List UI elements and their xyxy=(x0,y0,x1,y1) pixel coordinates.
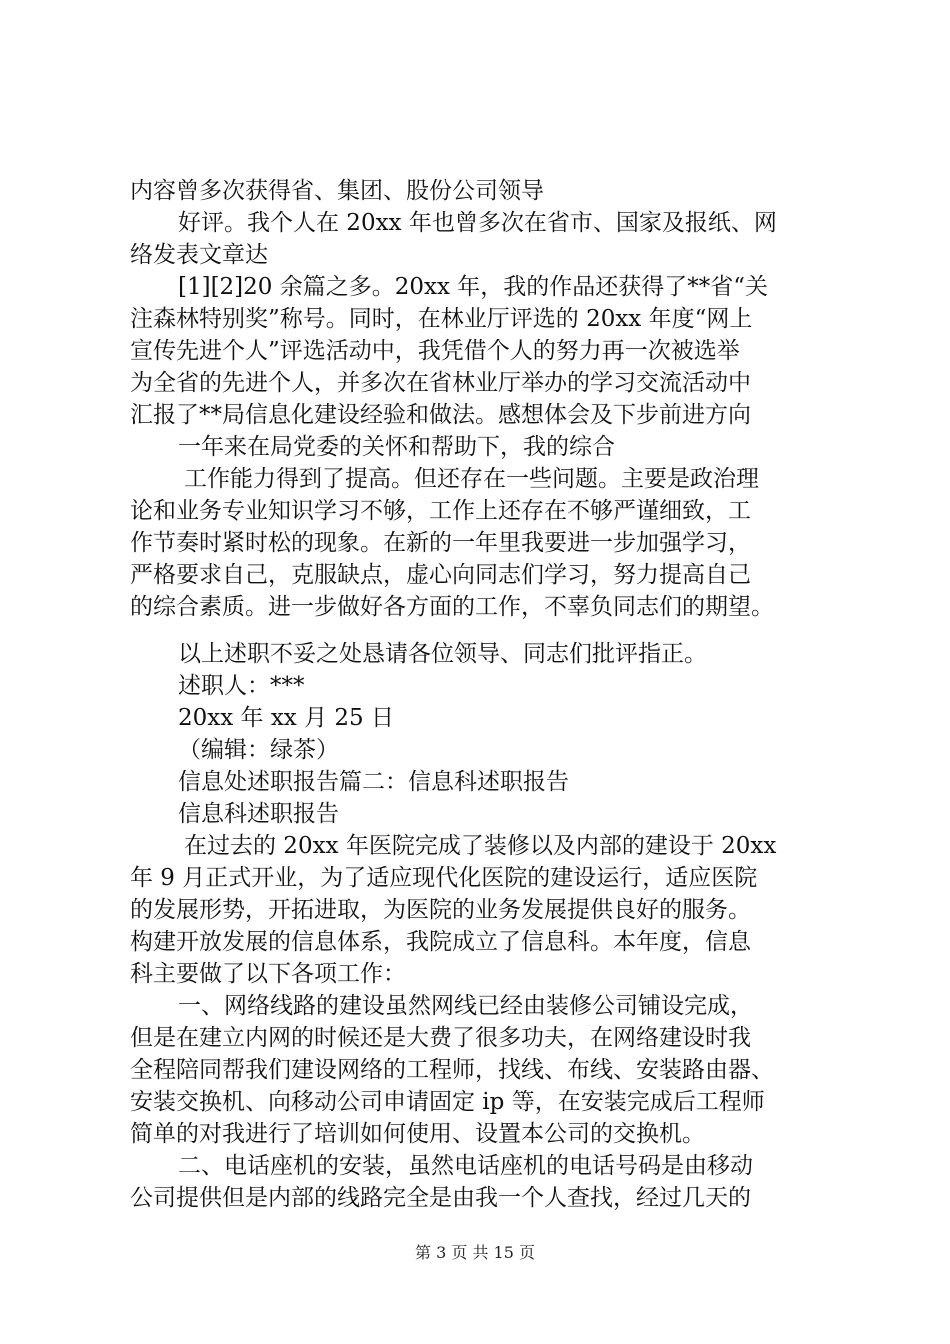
text-line: 严格要求自己，克服缺点，虚心向同志们学习，努力提高自己 xyxy=(130,562,751,588)
text-line: 络发表文章达 xyxy=(130,242,268,268)
text-line: 的发展形势，开拓进取，为医院的业务发展提供良好的服务。 xyxy=(130,897,751,923)
text-line: 信息科述职报告 xyxy=(178,801,339,827)
text-line: 以上述职不妥之处恳请各位领导、同志们批评指正。 xyxy=(178,641,707,667)
text-line: 的综合素质。进一步做好各方面的工作，不辜负同志们的期望。 xyxy=(130,594,774,620)
text-line: 汇报了**局信息化建设经验和做法。感想体会及下步前进方向 xyxy=(130,402,751,428)
text-line: 在过去的 20xx 年医院完成了装修以及内部的建设于 20xx xyxy=(184,833,777,859)
text-line: 述职人：*** xyxy=(178,673,305,699)
text-line: 简单的对我进行了培训如何使用、设置本公司的交换机。 xyxy=(130,1121,705,1147)
text-line: 公司提供但是内部的线路完全是由我一个人查找，经过几天的 xyxy=(130,1185,751,1211)
text-line: 好评。我个人在 20xx 年也曾多次在省市、国家及报纸、网 xyxy=(178,210,777,236)
page-number: 第 3 页 共 15 页 xyxy=(415,1243,535,1262)
text-line: 为全省的先进个人，并多次在省林业厅举办的学习交流活动中 xyxy=(130,370,751,396)
text-line: 内容曾多次获得省、集团、股份公司领导 xyxy=(130,178,544,204)
text-line: 年 9 月正式开业，为了适应现代化医院的建设运行，适应医院 xyxy=(130,865,758,891)
text-line: （编辑：绿茶） xyxy=(178,737,339,763)
text-line: 但是在建立内网的时候还是大费了很多功夫，在网络建设时我 xyxy=(130,1025,751,1051)
text-line: 一年来在局党委的关怀和帮助下，我的综合 xyxy=(178,434,615,460)
text-line: 安装交换机、向移动公司申请固定 ip 等，在安装完成后工程师 xyxy=(130,1089,765,1115)
text-line: 科主要做了以下各项工作： xyxy=(130,961,406,987)
text-line: 二、电话座机的安装，虽然电话座机的电话号码是由移动 xyxy=(178,1153,753,1179)
text-line: 信息处述职报告篇二：信息科述职报告 xyxy=(178,769,569,795)
text-line: 注森林特别奖”称号。同时，在林业厅评选的 20xx 年度“网上 xyxy=(130,306,753,332)
text-line: [1][2]20 余篇之多。20xx 年，我的作品还获得了**省“关 xyxy=(178,274,769,300)
text-line: 构建开放发展的信息体系，我院成立了信息科。本年度，信息 xyxy=(130,929,751,955)
text-line: 全程陪同帮我们建设网络的工程师，找线、布线、安装路由器、 xyxy=(130,1057,774,1083)
text-line: 宣传先进个人”评选活动中，我凭借个人的努力再一次被选举 xyxy=(130,338,740,364)
text-line: 20xx 年 xx 月 25 日 xyxy=(178,705,394,731)
text-line: 作节奏时紧时松的现象。在新的一年里我要进一步加强学习， xyxy=(130,530,751,556)
text-line: 论和业务专业知识学习不够，工作上还存在不够严谨细致，工 xyxy=(130,498,751,524)
text-line: 一、网络线路的建设虽然网线已经由装修公司铺设完成， xyxy=(178,993,753,1019)
text-line: 工作能力得到了提高。但还存在一些问题。主要是政治理 xyxy=(184,466,759,492)
